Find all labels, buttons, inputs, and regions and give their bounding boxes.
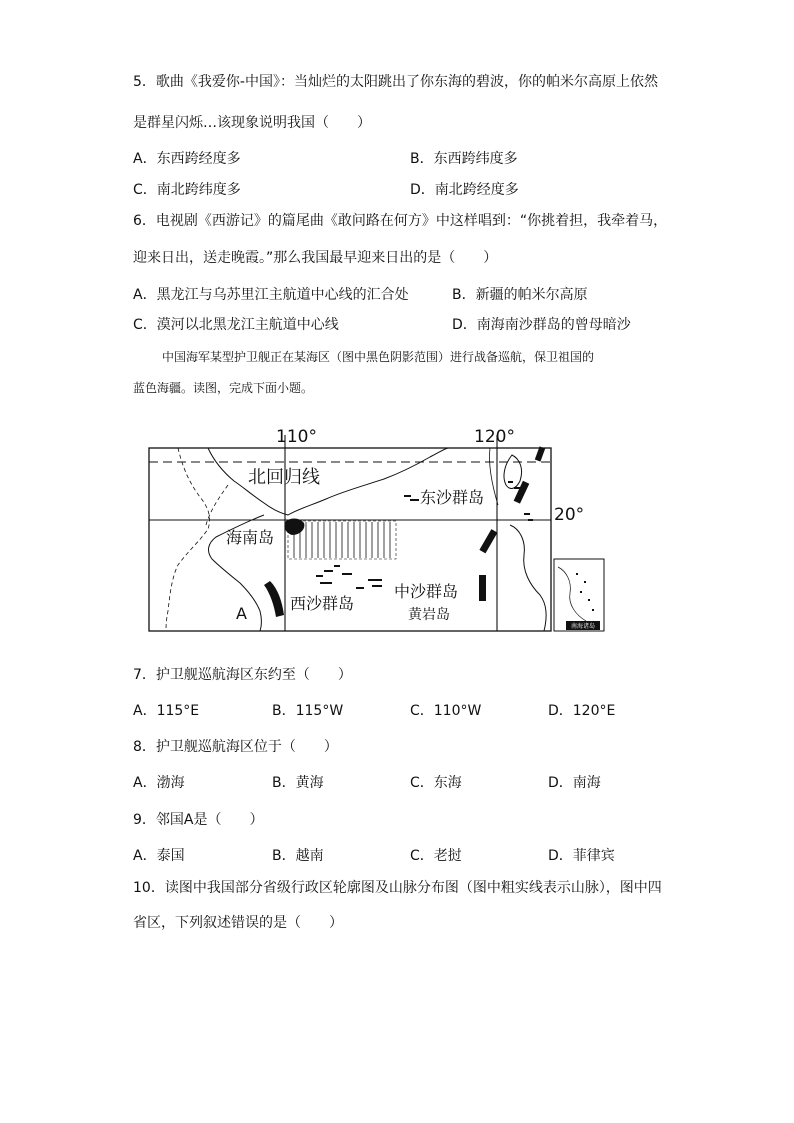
q9-option-b[interactable]: B．越南 bbox=[272, 848, 324, 864]
q9-option-c[interactable]: C．老挝 bbox=[410, 848, 462, 864]
q6-stem-line2: 迎来日出，送走晚霞。”那么我国最早迎来日出的是（ ） bbox=[133, 250, 498, 266]
q7-option-b[interactable]: B．115°W bbox=[272, 703, 344, 719]
map-intro-line2: 蓝色海疆。读图，完成下面小题。 bbox=[133, 381, 314, 395]
q8-option-c[interactable]: C．东海 bbox=[410, 775, 462, 791]
q9-option-a[interactable]: A．泰国 bbox=[133, 848, 185, 864]
latitude-20-label: 20° bbox=[554, 505, 585, 525]
hainan-island-label: 海南岛 bbox=[226, 528, 275, 547]
longitude-110-label: 110° bbox=[276, 427, 317, 447]
south-china-sea-inset bbox=[554, 559, 604, 631]
border-line bbox=[166, 448, 210, 631]
q10-stem-line2: 省区，下列叙述错误的是（ ） bbox=[133, 915, 343, 931]
q5-option-c[interactable]: C．南北跨纬度多 bbox=[133, 182, 241, 198]
huangyan-island-label: 黄岩岛 bbox=[408, 607, 450, 623]
q8-option-b[interactable]: B．黄海 bbox=[272, 775, 324, 791]
q5-option-a[interactable]: A．东西跨经度多 bbox=[133, 151, 241, 167]
q6-stem-line1: 6．电视剧《西游记》的篇尾曲《敢问路在何方》中这样唱到：“你挑着担，我牵着马， bbox=[133, 213, 668, 229]
china-coastline bbox=[208, 448, 448, 515]
q9-stem: 9．邻国A是（ ） bbox=[133, 812, 264, 828]
q7-option-a[interactable]: A．115°E bbox=[133, 703, 200, 719]
q6-option-a[interactable]: A．黑龙江与乌苏里江主航道中心线的汇合处 bbox=[133, 287, 409, 303]
q6-option-b[interactable]: B．新疆的帕米尔高原 bbox=[452, 287, 588, 303]
q7-option-c[interactable]: C．110°W bbox=[410, 703, 482, 719]
q6-option-d[interactable]: D．南海南沙群岛的曾母暗沙 bbox=[452, 317, 631, 333]
south-china-sea-map bbox=[148, 425, 608, 635]
tropic-of-cancer-label: 北回归线 bbox=[248, 467, 320, 488]
inset-label: 南海诸岛 bbox=[570, 623, 596, 630]
zhongsha-islands-label: 中沙群岛 bbox=[394, 582, 459, 601]
q5-stem-line1: 5．歌曲《我爱你-中国》：当灿烂的太阳跳出了你东海的碧波，你的帕米尔高原上依然 bbox=[133, 74, 658, 90]
dongsha-islands-label: 东沙群岛 bbox=[420, 488, 485, 507]
taiwan-island-shape bbox=[504, 455, 522, 488]
xisha-islands-label: 西沙群岛 bbox=[290, 594, 355, 613]
q9-option-d[interactable]: D．菲律宾 bbox=[548, 848, 615, 864]
map-intro-line1: 中国海军某型护卫舰正在某海区（图中黑色阴影范围）进行战备巡航，保卫祖国的 bbox=[162, 350, 595, 364]
q5-option-b[interactable]: B．东西跨纬度多 bbox=[410, 151, 518, 167]
q7-stem: 7．护卫舰巡航海区东约至（ ） bbox=[133, 667, 352, 683]
q8-option-d[interactable]: D．南海 bbox=[548, 775, 601, 791]
q8-stem: 8．护卫舰巡航海区位于（ ） bbox=[133, 739, 338, 755]
q7-option-d[interactable]: D．120°E bbox=[548, 703, 616, 719]
longitude-120-label: 120° bbox=[474, 427, 515, 447]
q5-stem-line2: 是群星闪烁…该现象说明我国（ ） bbox=[133, 115, 371, 131]
philippines-coastline bbox=[510, 525, 546, 631]
q8-option-a[interactable]: A．渤海 bbox=[133, 775, 185, 791]
country-a-label: A bbox=[236, 604, 247, 623]
q10-stem-line1: 10．读图中我国部分省级行政区轮廓图及山脉分布图（图中粗实线表示山脉），图中四 bbox=[133, 880, 662, 896]
q6-option-c[interactable]: C．漠河以北黑龙江主航道中心线 bbox=[133, 317, 339, 333]
q5-option-d[interactable]: D．南北跨经度多 bbox=[410, 182, 519, 198]
